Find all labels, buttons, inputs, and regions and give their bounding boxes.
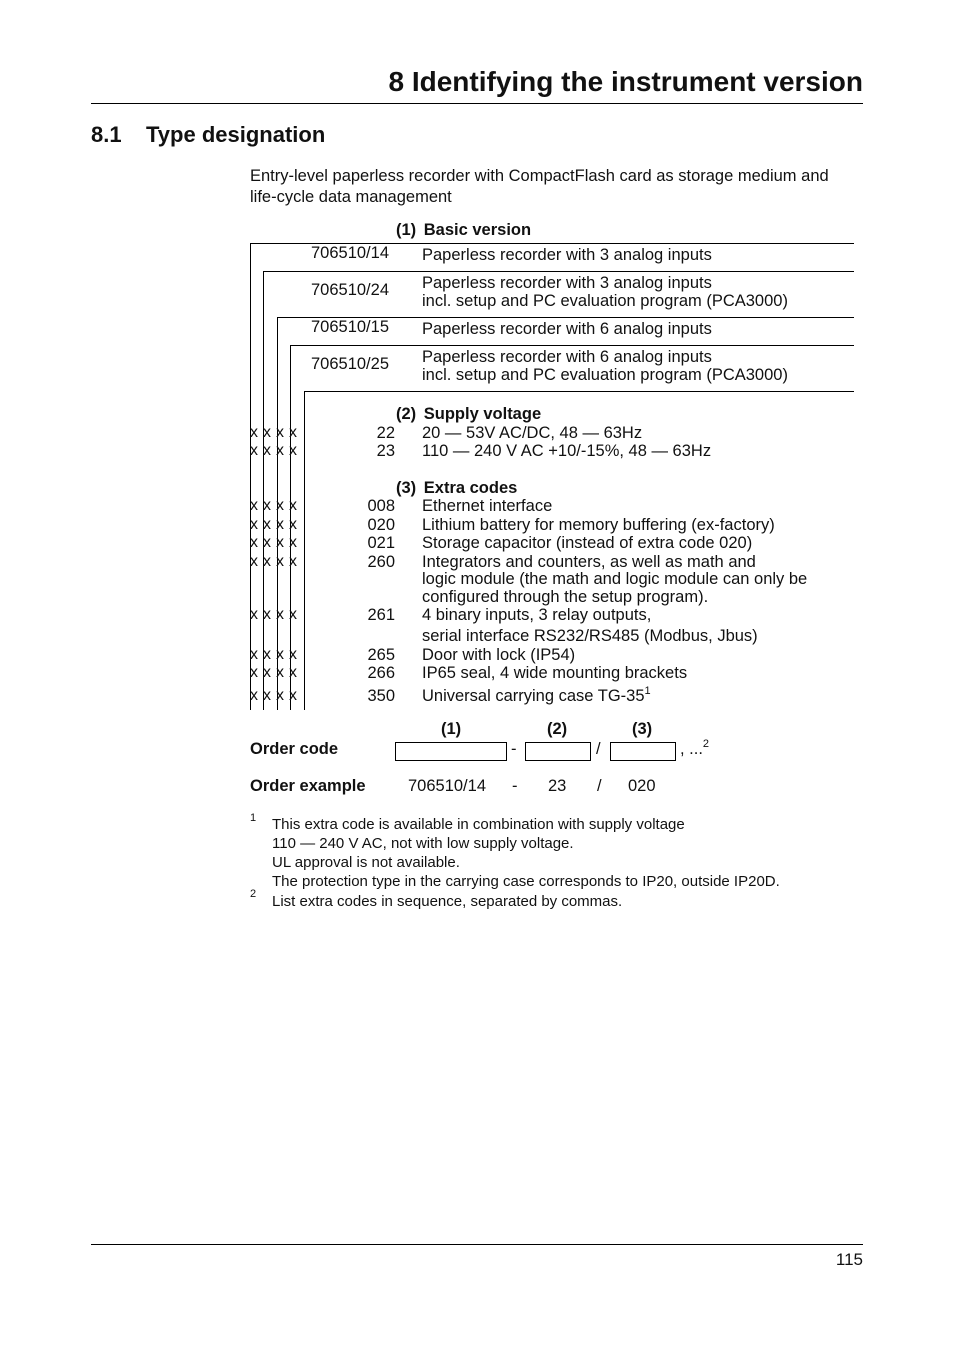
extra-desc: serial interface RS232/RS485 (Modbus, Jbus) xyxy=(422,627,758,645)
applicability-marks: x x x x xyxy=(250,687,297,704)
order-code-box-supply xyxy=(525,742,591,761)
section-number: 8.1 xyxy=(91,122,122,147)
footnote-ref: 2 xyxy=(702,738,710,750)
order-trail: , ...$^2$ xyxy=(680,738,710,758)
footnote-text: This extra code is available in combination with supply voltage xyxy=(272,816,685,833)
basic-version-heading xyxy=(396,221,531,240)
order-example-label: Order example xyxy=(250,777,366,795)
footnote-mark: 1 xyxy=(250,812,257,824)
order-code-label: Order code xyxy=(250,740,339,758)
order-col-label: (2) xyxy=(547,720,568,738)
chapter-title: 8 Identifying the instrument version xyxy=(388,66,863,97)
order-separator: / xyxy=(596,740,601,758)
supply-voltage-title: Supply voltage xyxy=(423,405,542,423)
footer-rule xyxy=(91,1244,863,1245)
basic-code: 706510/14 xyxy=(311,244,389,262)
extra-code: 266 xyxy=(367,664,395,682)
extra-desc: Integrators and counters, as well as math and xyxy=(422,553,756,571)
extra-code: 008 xyxy=(367,497,395,515)
footnote-text: List extra codes in sequence, separated by commas. xyxy=(272,893,623,910)
applicability-marks: x x x x xyxy=(250,646,297,663)
tree-branch-1 xyxy=(250,243,251,710)
order-code-box-extra xyxy=(610,742,676,761)
applicability-marks: x x x x xyxy=(250,442,297,459)
basic-desc: Paperless recorder with 6 analog inputs xyxy=(422,348,712,366)
basic-code: 706510/25 xyxy=(311,355,389,373)
section-title: Type designation xyxy=(146,122,326,147)
order-example-part: 020 xyxy=(628,777,656,795)
order-col-label: (3) xyxy=(632,720,653,738)
extra-code: 021 xyxy=(367,534,395,552)
basic-row-line-4 xyxy=(290,345,854,346)
extra-desc: configured through the setup program). xyxy=(422,588,709,606)
basic-row-line-2 xyxy=(263,271,854,272)
extra-codes-heading xyxy=(396,479,517,498)
order-col-label: (1) xyxy=(441,720,462,738)
extra-desc: Door with lock (IP54) xyxy=(422,646,576,664)
basic-desc: Paperless recorder with 3 analog inputs xyxy=(422,246,712,264)
extra-desc: Ethernet interface xyxy=(422,497,553,515)
basic-version-number: (1) xyxy=(396,221,417,239)
order-example-part: / xyxy=(597,777,602,795)
extra-code: 260 xyxy=(367,553,395,571)
basic-code: 706510/15 xyxy=(311,318,389,336)
footnote-mark: 2 xyxy=(250,888,257,900)
order-code-box-basic xyxy=(395,742,507,761)
applicability-marks: x x x x xyxy=(250,606,297,623)
footnote-text: UL approval is not available. xyxy=(272,854,460,871)
applicability-marks: x x x x xyxy=(250,497,297,514)
basic-desc: incl. setup and PC evaluation program (PCA3000) xyxy=(422,292,788,310)
supply-voltage-heading xyxy=(396,405,541,424)
supply-voltage-number: (2) xyxy=(396,405,417,423)
applicability-marks: x x x x xyxy=(250,534,297,551)
header-rule xyxy=(91,103,863,104)
section-heading xyxy=(91,122,325,148)
extra-desc: logic module (the math and logic module can only be xyxy=(422,570,808,588)
supply-code: 22 xyxy=(376,424,395,442)
order-example-part: 706510/14 xyxy=(408,777,486,795)
applicability-marks: x x x x xyxy=(250,553,297,570)
applicability-marks: x x x x xyxy=(250,516,297,533)
basic-code: 706510/24 xyxy=(311,281,389,299)
extra-desc: Lithium battery for memory buffering (ex-factory) xyxy=(422,516,775,534)
basic-desc: Paperless recorder with 3 analog inputs xyxy=(422,274,712,292)
applicability-marks: x x x x xyxy=(250,664,297,681)
supply-desc: 20 — 53V AC/DC, 48 — 63Hz xyxy=(422,424,643,442)
footnote-text: 110 — 240 V AC, not with low supply voltage. xyxy=(272,835,574,852)
footnote-ref: 1 xyxy=(644,685,651,697)
order-example-part: - xyxy=(512,777,518,795)
supply-code: 23 xyxy=(376,442,395,460)
tree-branch-5 xyxy=(304,391,305,710)
order-separator: - xyxy=(511,740,517,758)
supply-desc: 110 — 240 V AC +10/-15%, 48 — 63Hz xyxy=(422,442,712,460)
extra-desc: Storage capacitor (instead of extra code 020) xyxy=(422,534,753,552)
tree-branch-2 xyxy=(263,271,264,710)
extra-code: 350 xyxy=(367,687,395,705)
order-example-part: 23 xyxy=(548,777,567,795)
extra-codes-number: (3) xyxy=(396,479,417,497)
applicability-marks: x x x x xyxy=(250,424,297,441)
extra-codes-title: Extra codes xyxy=(423,479,518,497)
extra-code: 265 xyxy=(367,646,395,664)
extra-code: 020 xyxy=(367,516,395,534)
extra-code: 261 xyxy=(367,606,395,624)
footnote-text: The protection type in the carrying case corresponds to IP20, outside IP20D. xyxy=(272,873,780,890)
basic-row-line-5 xyxy=(304,391,854,392)
basic-desc: Paperless recorder with 6 analog inputs xyxy=(422,320,712,338)
intro-paragraph: Entry-level paperless recorder with CompactFlash card as storage medium and life-cycle data management xyxy=(250,167,829,206)
extra-desc: 4 binary inputs, 3 relay outputs, xyxy=(422,606,652,624)
page-number: 115 xyxy=(835,1250,863,1269)
extra-desc: Universal carrying case $TG-35^1$ xyxy=(422,685,651,705)
basic-desc: incl. setup and PC evaluation program (PCA3000) xyxy=(422,366,788,384)
basic-version-title: Basic version xyxy=(423,221,532,239)
extra-desc: IP65 seal, 4 wide mounting brackets xyxy=(422,664,688,682)
